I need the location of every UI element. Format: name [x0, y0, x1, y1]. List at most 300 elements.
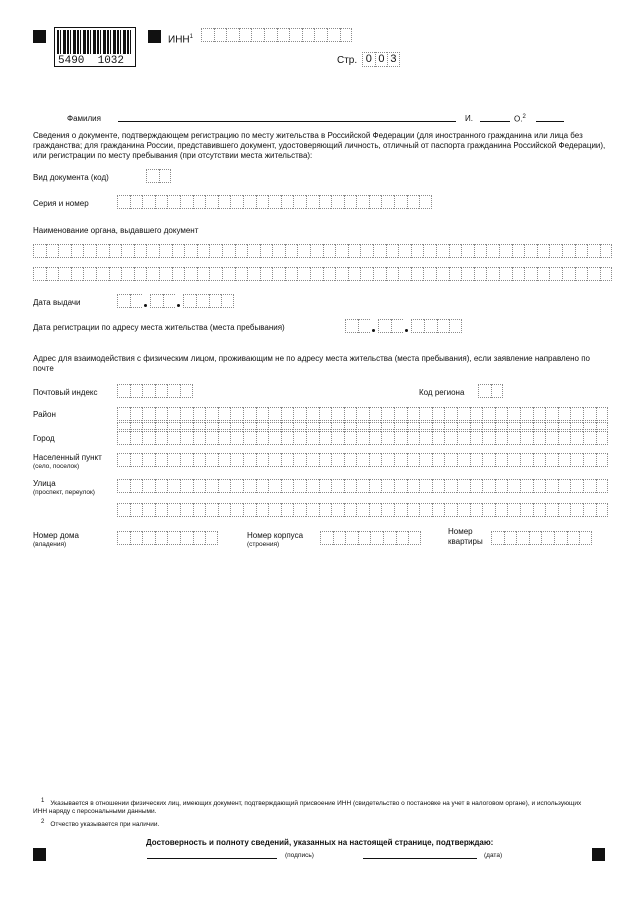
input-cell[interactable]: [381, 195, 394, 209]
input-cell[interactable]: [408, 531, 421, 545]
input-cell[interactable]: [482, 422, 495, 430]
input-cell[interactable]: [193, 422, 206, 430]
reg-date-field[interactable]: [345, 319, 462, 333]
input-cell[interactable]: [297, 267, 310, 281]
input-cell[interactable]: [71, 244, 84, 258]
input-cell[interactable]: [558, 479, 571, 493]
input-cell[interactable]: [507, 407, 520, 421]
street-row-1[interactable]: [117, 479, 608, 493]
input-cell[interactable]: [449, 244, 462, 258]
building-field[interactable]: [320, 531, 421, 545]
input-cell[interactable]: [596, 431, 609, 445]
input-cell[interactable]: [130, 422, 143, 430]
input-cell[interactable]: [545, 431, 558, 445]
input-cell[interactable]: [545, 407, 558, 421]
input-cell[interactable]: [562, 244, 575, 258]
input-cell[interactable]: [230, 503, 243, 517]
input-cell[interactable]: [457, 422, 470, 430]
input-cell[interactable]: [197, 244, 210, 258]
input-cell[interactable]: [230, 453, 243, 467]
input-cell[interactable]: [419, 431, 432, 445]
input-cell[interactable]: [193, 453, 206, 467]
input-cell[interactable]: [142, 453, 155, 467]
doc-issuer-row-2[interactable]: [33, 267, 612, 281]
input-cell[interactable]: [167, 431, 180, 445]
input-cell[interactable]: [533, 407, 546, 421]
input-cell[interactable]: [340, 28, 353, 42]
input-cell[interactable]: [281, 431, 294, 445]
input-cell[interactable]: [348, 244, 361, 258]
input-cell[interactable]: [394, 407, 407, 421]
input-cell[interactable]: [407, 431, 420, 445]
input-cell[interactable]: [306, 431, 319, 445]
input-cell[interactable]: [444, 422, 457, 430]
input-cell[interactable]: [159, 169, 172, 183]
input-cell[interactable]: [167, 384, 180, 398]
input-cell[interactable]: [96, 267, 109, 281]
input-cell[interactable]: [159, 267, 172, 281]
input-cell[interactable]: [331, 453, 344, 467]
input-cell[interactable]: [391, 319, 404, 333]
initial-o-line[interactable]: [536, 121, 564, 122]
input-cell[interactable]: [142, 384, 155, 398]
input-cell[interactable]: [583, 479, 596, 493]
input-cell[interactable]: [155, 431, 168, 445]
input-cell[interactable]: [183, 294, 196, 308]
input-cell[interactable]: [424, 319, 437, 333]
input-cell[interactable]: [167, 407, 180, 421]
input-cell[interactable]: [449, 319, 462, 333]
input-cell[interactable]: [596, 503, 609, 517]
input-cell[interactable]: [285, 244, 298, 258]
input-cell[interactable]: [319, 479, 332, 493]
input-cell[interactable]: [256, 422, 269, 430]
input-cell[interactable]: [419, 422, 432, 430]
input-cell[interactable]: [320, 531, 333, 545]
input-cell[interactable]: [369, 422, 382, 430]
input-cell[interactable]: [268, 407, 281, 421]
input-cell[interactable]: [121, 244, 134, 258]
input-cell[interactable]: [117, 384, 130, 398]
input-cell[interactable]: [432, 407, 445, 421]
input-cell[interactable]: [344, 422, 357, 430]
input-cell[interactable]: [537, 244, 550, 258]
input-cell[interactable]: [310, 244, 323, 258]
input-cell[interactable]: [155, 531, 168, 545]
input-cell[interactable]: [130, 453, 143, 467]
input-cell[interactable]: [381, 453, 394, 467]
input-cell[interactable]: [562, 267, 575, 281]
input-cell[interactable]: [306, 422, 319, 430]
input-cell[interactable]: [302, 28, 315, 42]
input-cell[interactable]: [482, 479, 495, 493]
input-cell[interactable]: [545, 422, 558, 430]
input-cell[interactable]: [570, 431, 583, 445]
input-cell[interactable]: [96, 244, 109, 258]
input-cell[interactable]: [524, 267, 537, 281]
input-cell[interactable]: [319, 453, 332, 467]
input-cell[interactable]: [134, 267, 147, 281]
input-cell[interactable]: [293, 407, 306, 421]
input-cell[interactable]: [155, 479, 168, 493]
input-cell[interactable]: [398, 244, 411, 258]
input-cell[interactable]: [117, 422, 130, 430]
input-cell[interactable]: [457, 453, 470, 467]
input-cell[interactable]: [486, 267, 499, 281]
input-cell[interactable]: [260, 267, 273, 281]
input-cell[interactable]: [167, 479, 180, 493]
input-cell[interactable]: [369, 407, 382, 421]
input-cell[interactable]: [507, 503, 520, 517]
input-cell[interactable]: [33, 267, 46, 281]
input-cell[interactable]: [495, 407, 508, 421]
signature-line[interactable]: [147, 858, 277, 859]
input-cell[interactable]: [209, 267, 222, 281]
input-cell[interactable]: [285, 267, 298, 281]
input-cell[interactable]: [180, 503, 193, 517]
input-cell[interactable]: [533, 479, 546, 493]
input-cell[interactable]: [419, 479, 432, 493]
input-cell[interactable]: [218, 407, 231, 421]
input-cell[interactable]: [306, 503, 319, 517]
input-cell[interactable]: [293, 453, 306, 467]
input-cell[interactable]: [600, 267, 613, 281]
input-cell[interactable]: [256, 431, 269, 445]
input-cell[interactable]: [193, 479, 206, 493]
input-cell[interactable]: [423, 267, 436, 281]
input-cell[interactable]: [470, 431, 483, 445]
input-cell[interactable]: [146, 244, 159, 258]
issue-date-field[interactable]: [117, 294, 234, 308]
input-cell[interactable]: [529, 531, 542, 545]
input-cell[interactable]: [230, 407, 243, 421]
postcode-field[interactable]: [117, 384, 193, 398]
input-cell[interactable]: [567, 531, 580, 545]
input-cell[interactable]: [348, 267, 361, 281]
input-cell[interactable]: [457, 479, 470, 493]
input-cell[interactable]: [256, 453, 269, 467]
input-cell[interactable]: [331, 195, 344, 209]
input-cell[interactable]: [306, 195, 319, 209]
input-cell[interactable]: [167, 422, 180, 430]
input-cell[interactable]: [596, 453, 609, 467]
input-cell[interactable]: [117, 503, 130, 517]
input-cell[interactable]: [155, 453, 168, 467]
input-cell[interactable]: [596, 422, 609, 430]
input-cell[interactable]: [356, 422, 369, 430]
input-cell[interactable]: [130, 503, 143, 517]
input-cell[interactable]: [335, 244, 348, 258]
input-cell[interactable]: [268, 503, 281, 517]
input-cell[interactable]: [155, 503, 168, 517]
date-line[interactable]: [363, 858, 477, 859]
input-cell[interactable]: [281, 422, 294, 430]
input-cell[interactable]: [172, 267, 185, 281]
input-cell[interactable]: [583, 503, 596, 517]
input-cell[interactable]: [230, 479, 243, 493]
input-cell[interactable]: [356, 407, 369, 421]
input-cell[interactable]: [461, 267, 474, 281]
input-cell[interactable]: [432, 453, 445, 467]
input-cell[interactable]: [247, 267, 260, 281]
house-field[interactable]: [117, 531, 218, 545]
input-cell[interactable]: [495, 431, 508, 445]
input-cell[interactable]: [541, 531, 554, 545]
input-cell[interactable]: [142, 407, 155, 421]
input-cell[interactable]: [520, 479, 533, 493]
input-cell[interactable]: [146, 169, 159, 183]
input-cell[interactable]: [230, 422, 243, 430]
input-cell[interactable]: [117, 407, 130, 421]
input-cell[interactable]: [370, 531, 383, 545]
input-cell[interactable]: [579, 531, 592, 545]
input-cell[interactable]: [444, 407, 457, 421]
input-cell[interactable]: [256, 195, 269, 209]
input-cell[interactable]: [344, 407, 357, 421]
input-cell[interactable]: [369, 431, 382, 445]
input-cell[interactable]: [184, 267, 197, 281]
input-cell[interactable]: [524, 244, 537, 258]
input-cell[interactable]: [549, 267, 562, 281]
input-cell[interactable]: [180, 431, 193, 445]
input-cell[interactable]: [155, 384, 168, 398]
input-cell[interactable]: [507, 431, 520, 445]
input-cell[interactable]: [323, 244, 336, 258]
input-cell[interactable]: [146, 267, 159, 281]
input-cell[interactable]: [474, 267, 487, 281]
input-cell[interactable]: [470, 407, 483, 421]
district-row-2[interactable]: [117, 422, 608, 430]
input-cell[interactable]: [331, 431, 344, 445]
input-cell[interactable]: [549, 244, 562, 258]
input-cell[interactable]: [545, 479, 558, 493]
input-cell[interactable]: [507, 422, 520, 430]
input-cell[interactable]: [411, 319, 424, 333]
input-cell[interactable]: [117, 479, 130, 493]
input-cell[interactable]: [333, 531, 346, 545]
input-cell[interactable]: [314, 28, 327, 42]
input-cell[interactable]: [394, 422, 407, 430]
input-cell[interactable]: [419, 195, 432, 209]
input-cell[interactable]: [272, 244, 285, 258]
input-cell[interactable]: [134, 244, 147, 258]
input-cell[interactable]: [495, 503, 508, 517]
input-cell[interactable]: [256, 407, 269, 421]
input-cell[interactable]: [196, 294, 209, 308]
input-cell[interactable]: [260, 244, 273, 258]
input-cell[interactable]: [381, 431, 394, 445]
flat-field[interactable]: [491, 531, 592, 545]
input-cell[interactable]: [545, 453, 558, 467]
input-cell[interactable]: [142, 195, 155, 209]
input-cell[interactable]: [533, 453, 546, 467]
input-cell[interactable]: [499, 267, 512, 281]
input-cell[interactable]: [205, 479, 218, 493]
input-cell[interactable]: [142, 431, 155, 445]
doc-type-field[interactable]: [146, 169, 171, 183]
input-cell[interactable]: [243, 503, 256, 517]
input-cell[interactable]: [117, 531, 130, 545]
input-cell[interactable]: [306, 407, 319, 421]
input-cell[interactable]: [596, 407, 609, 421]
input-cell[interactable]: [436, 244, 449, 258]
input-cell[interactable]: [247, 244, 260, 258]
input-cell[interactable]: [193, 431, 206, 445]
input-cell[interactable]: [117, 431, 130, 445]
input-cell[interactable]: [411, 267, 424, 281]
input-cell[interactable]: [167, 531, 180, 545]
input-cell[interactable]: [394, 453, 407, 467]
input-cell[interactable]: [356, 479, 369, 493]
input-cell[interactable]: [482, 431, 495, 445]
input-cell[interactable]: [378, 319, 391, 333]
input-cell[interactable]: [46, 267, 59, 281]
input-cell[interactable]: [407, 407, 420, 421]
input-cell[interactable]: [474, 244, 487, 258]
region-field[interactable]: [478, 384, 503, 398]
inn-field[interactable]: [201, 28, 352, 42]
input-cell[interactable]: [520, 407, 533, 421]
input-cell[interactable]: [360, 244, 373, 258]
input-cell[interactable]: [193, 503, 206, 517]
input-cell[interactable]: [504, 531, 517, 545]
input-cell[interactable]: [163, 294, 176, 308]
input-cell[interactable]: [570, 422, 583, 430]
input-cell[interactable]: [537, 267, 550, 281]
input-cell[interactable]: [470, 479, 483, 493]
input-cell[interactable]: [356, 503, 369, 517]
input-cell[interactable]: [117, 294, 130, 308]
input-cell[interactable]: [394, 503, 407, 517]
input-cell[interactable]: [71, 267, 84, 281]
input-cell[interactable]: [281, 503, 294, 517]
input-cell[interactable]: [319, 407, 332, 421]
input-cell[interactable]: [281, 453, 294, 467]
input-cell[interactable]: [437, 319, 450, 333]
input-cell[interactable]: [373, 244, 386, 258]
input-cell[interactable]: [423, 244, 436, 258]
input-cell[interactable]: [596, 479, 609, 493]
doc-issuer-row-1[interactable]: [33, 244, 612, 258]
input-cell[interactable]: [545, 503, 558, 517]
input-cell[interactable]: [243, 422, 256, 430]
input-cell[interactable]: [432, 503, 445, 517]
input-cell[interactable]: [180, 479, 193, 493]
input-cell[interactable]: [470, 453, 483, 467]
input-cell[interactable]: [381, 479, 394, 493]
input-cell[interactable]: [209, 294, 222, 308]
input-cell[interactable]: [268, 453, 281, 467]
input-cell[interactable]: [554, 531, 567, 545]
input-cell[interactable]: [345, 319, 358, 333]
city-field[interactable]: [117, 431, 608, 445]
input-cell[interactable]: [130, 195, 143, 209]
input-cell[interactable]: [205, 531, 218, 545]
input-cell[interactable]: [335, 267, 348, 281]
input-cell[interactable]: [411, 244, 424, 258]
input-cell[interactable]: [293, 422, 306, 430]
input-cell[interactable]: [218, 479, 231, 493]
input-cell[interactable]: [444, 431, 457, 445]
input-cell[interactable]: [297, 244, 310, 258]
input-cell[interactable]: [499, 244, 512, 258]
input-cell[interactable]: [516, 531, 529, 545]
input-cell[interactable]: [277, 28, 290, 42]
input-cell[interactable]: [558, 503, 571, 517]
input-cell[interactable]: [109, 267, 122, 281]
input-cell[interactable]: [398, 267, 411, 281]
input-cell[interactable]: [369, 479, 382, 493]
input-cell[interactable]: [235, 244, 248, 258]
input-cell[interactable]: [558, 453, 571, 467]
input-cell[interactable]: [33, 244, 46, 258]
input-cell[interactable]: [251, 28, 264, 42]
input-cell[interactable]: [142, 503, 155, 517]
input-cell[interactable]: [256, 479, 269, 493]
input-cell[interactable]: [218, 431, 231, 445]
input-cell[interactable]: [205, 453, 218, 467]
input-cell[interactable]: [512, 244, 525, 258]
input-cell[interactable]: [356, 195, 369, 209]
input-cell[interactable]: [235, 267, 248, 281]
input-cell[interactable]: [512, 267, 525, 281]
input-cell[interactable]: [583, 453, 596, 467]
locality-field[interactable]: [117, 453, 608, 467]
input-cell[interactable]: [230, 431, 243, 445]
input-cell[interactable]: [369, 195, 382, 209]
input-cell[interactable]: [360, 267, 373, 281]
input-cell[interactable]: [121, 267, 134, 281]
input-cell[interactable]: [449, 267, 462, 281]
input-cell[interactable]: [184, 244, 197, 258]
input-cell[interactable]: [495, 422, 508, 430]
input-cell[interactable]: [419, 503, 432, 517]
input-cell[interactable]: [293, 479, 306, 493]
input-cell[interactable]: [46, 244, 59, 258]
input-cell[interactable]: [394, 195, 407, 209]
input-cell[interactable]: [218, 453, 231, 467]
input-cell[interactable]: [268, 195, 281, 209]
input-cell[interactable]: [197, 267, 210, 281]
input-cell[interactable]: [583, 431, 596, 445]
input-cell[interactable]: [205, 195, 218, 209]
input-cell[interactable]: [344, 453, 357, 467]
input-cell[interactable]: [344, 431, 357, 445]
input-cell[interactable]: [289, 28, 302, 42]
input-cell[interactable]: [83, 267, 96, 281]
input-cell[interactable]: [478, 384, 491, 398]
input-cell[interactable]: [117, 195, 130, 209]
input-cell[interactable]: [470, 503, 483, 517]
input-cell[interactable]: [386, 267, 399, 281]
input-cell[interactable]: [482, 407, 495, 421]
input-cell[interactable]: [583, 407, 596, 421]
input-cell[interactable]: [575, 244, 588, 258]
input-cell[interactable]: [486, 244, 499, 258]
input-cell[interactable]: [306, 479, 319, 493]
input-cell[interactable]: [407, 479, 420, 493]
input-cell[interactable]: [201, 28, 214, 42]
input-cell[interactable]: [394, 479, 407, 493]
input-cell[interactable]: [491, 531, 504, 545]
input-cell[interactable]: [457, 407, 470, 421]
input-cell[interactable]: [130, 479, 143, 493]
input-cell[interactable]: [83, 244, 96, 258]
input-cell[interactable]: [369, 503, 382, 517]
input-cell[interactable]: [419, 407, 432, 421]
input-cell[interactable]: [558, 422, 571, 430]
input-cell[interactable]: [293, 503, 306, 517]
